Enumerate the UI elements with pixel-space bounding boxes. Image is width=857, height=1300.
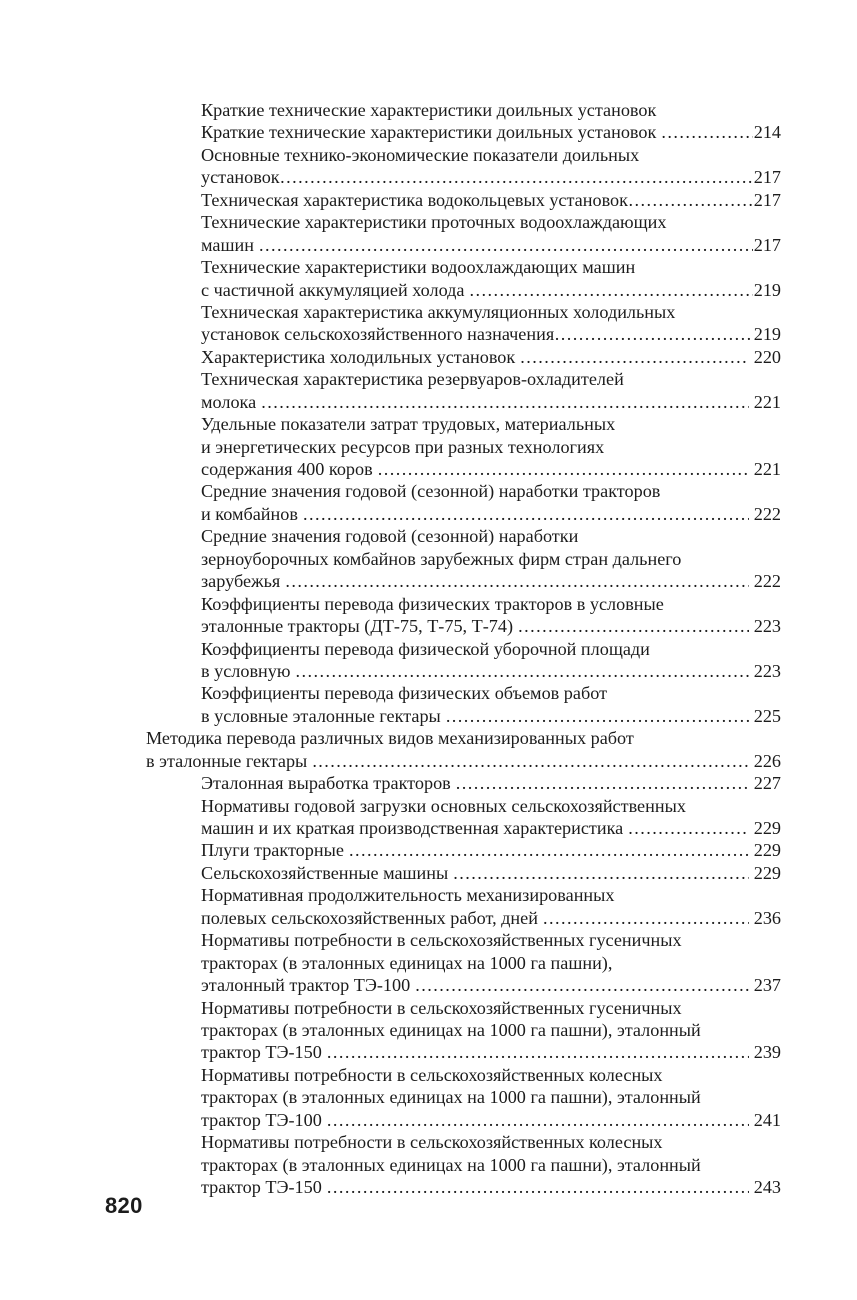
toc-entry-line: Нормативы годовой загрузки основных сельскохозяйственных (201, 795, 686, 816)
toc-entry-line: Нормативы потребности в сельскохозяйственных колесных (201, 1132, 663, 1153)
toc-entry-last-line[interactable] (0, 974, 857, 996)
toc-leader-dots (456, 772, 749, 794)
toc-leader-dots (303, 503, 749, 525)
toc-page-number: 214 (753, 122, 781, 143)
toc-entry-last-line[interactable] (0, 1041, 857, 1063)
toc-leader-dots (470, 279, 754, 301)
toc-leader-dots (628, 189, 753, 211)
toc-page-number: 220 (753, 346, 781, 367)
toc-entry[interactable] (0, 144, 857, 189)
toc-entry-last-line[interactable] (0, 503, 857, 525)
toc-entry-title: трактор ТЭ-150 (201, 1042, 322, 1063)
toc-entry-title: эталонный трактор ТЭ-100 (201, 975, 411, 996)
toc-entry-line: тракторах (в эталонных единицах на 1000 га пашни), эталонный (201, 1154, 701, 1175)
toc-entry-last-line[interactable] (0, 907, 857, 929)
toc-leader-dots (378, 458, 749, 480)
toc-entry-last-line[interactable] (0, 862, 857, 884)
toc-leader-dots (453, 862, 748, 884)
toc-entry[interactable] (0, 929, 857, 996)
toc-leader-dots (312, 750, 748, 772)
toc-entry-last-line[interactable] (0, 1109, 857, 1131)
toc-entry-title: машин и их краткая производственная характеристика (201, 818, 624, 838)
toc-entry-line: Нормативная продолжительность механизированных (201, 885, 615, 906)
toc-entry-last-line[interactable] (0, 391, 857, 413)
toc-entry[interactable] (0, 1064, 857, 1131)
toc-entry[interactable] (0, 593, 857, 638)
toc-leader-dots (296, 660, 749, 682)
toc-entry[interactable] (0, 413, 857, 480)
toc-leader-dots (415, 974, 748, 996)
page-folio-number: 820 (105, 1193, 143, 1218)
toc-leader-dots (327, 1176, 749, 1198)
toc-entry-line: Техническая характеристика аккумуляционных холодильных (201, 301, 676, 322)
toc-entry-line: тракторах (в эталонных единицах на 1000 га пашни), (201, 952, 613, 973)
toc-entry-line: Техническая характеристика резервуаров-охладителей (201, 369, 624, 390)
toc-leader-dots (285, 570, 748, 592)
toc-entry[interactable] (0, 256, 857, 301)
toc-entry-line: Нормативы потребности в сельскохозяйственных колесных (201, 1064, 663, 1085)
toc-entry-line: Краткие технические характеристики доильных установок (201, 100, 657, 120)
toc-leader-dots (327, 1041, 749, 1063)
toc-entry-last-line[interactable] (0, 615, 857, 637)
toc-entry-last-line[interactable] (0, 121, 857, 143)
toc-entry-last-line[interactable] (0, 323, 857, 345)
toc-entry-title: полевых сельскохозяйственных работ, дней (201, 907, 538, 928)
toc-entry[interactable] (0, 772, 857, 794)
toc-entry-title: молока (201, 391, 257, 412)
toc-entry[interactable] (0, 839, 857, 861)
toc-leader-dots (446, 705, 749, 727)
toc-page-number: 219 (753, 279, 781, 300)
toc-entry-line: тракторах (в эталонных единицах на 1000 га пашни), эталонный (201, 1019, 701, 1040)
toc-entry-last-line[interactable] (0, 660, 857, 682)
toc-leader-dots (520, 346, 748, 368)
table-of-contents (0, 99, 857, 1198)
toc-entry[interactable] (0, 997, 857, 1064)
toc-entry[interactable] (0, 301, 857, 346)
toc-entry-title: в условные эталонные гектары (201, 705, 441, 726)
toc-page-number: 222 (753, 503, 781, 524)
toc-entry-last-line[interactable] (0, 189, 857, 211)
toc-entry-title: эталонные тракторы (ДТ-75, Т-75, Т-74) (201, 616, 514, 637)
toc-entry-last-line[interactable] (0, 346, 857, 368)
toc-entry-line: Нормативы потребности в сельскохозяйственных гусеничных (201, 997, 682, 1018)
toc-entry-title: в эталонные гектары (146, 750, 308, 771)
toc-entry[interactable] (0, 211, 857, 256)
toc-entry-title: Сельскохозяйственные машины (201, 862, 449, 883)
toc-entry-title: Краткие технические характеристики доильных установок (201, 122, 657, 143)
toc-entry-line: Средние значения годовой (сезонной) наработки (201, 526, 579, 547)
toc-page-number: 241 (753, 1109, 781, 1130)
toc-entry-line: Методика перевода различных видов механизированных работ (146, 728, 634, 749)
toc-page-number: 219 (753, 324, 781, 345)
toc-entry[interactable] (0, 189, 857, 211)
toc-entry[interactable] (0, 884, 857, 929)
toc-leader-dots (518, 615, 749, 637)
toc-entry-title: Плуги тракторные (201, 840, 344, 861)
toc-leader-dots (349, 839, 749, 861)
toc-entry-title: установок (201, 167, 280, 188)
toc-entry-line: Средние значения годовой (сезонной) наработки тракторов (201, 481, 661, 502)
toc-entry-last-line[interactable] (0, 166, 857, 188)
toc-entry-line: тракторах (в эталонных единицах на 1000 га пашни), эталонный (201, 1087, 701, 1108)
toc-entry[interactable] (0, 638, 857, 683)
toc-entry-last-line[interactable] (0, 705, 857, 727)
toc-page-number: 222 (753, 571, 781, 592)
toc-leader-dots (628, 817, 748, 839)
toc-page-number: 217 (753, 189, 781, 210)
toc-page-number: 217 (753, 167, 781, 188)
toc-entry-last-line[interactable] (0, 458, 857, 480)
toc-page-number: 239 (753, 1042, 781, 1063)
toc-entry[interactable] (0, 480, 857, 525)
toc-leader-dots (661, 121, 753, 143)
toc-entry[interactable] (0, 682, 857, 727)
toc-entry-title: и комбайнов (201, 503, 298, 524)
toc-entry-line: Удельные показатели затрат трудовых, материальных (201, 414, 616, 435)
toc-page-number: 217 (753, 234, 781, 255)
toc-page-number: 237 (753, 975, 781, 996)
toc-entry-title: Характеристика холодильных установок (201, 346, 516, 367)
toc-entry-last-line[interactable] (0, 570, 857, 592)
toc-page-number: 227 (753, 773, 781, 794)
toc-leader-dots (259, 234, 753, 256)
toc-entry-title: машин (201, 234, 254, 255)
toc-leader-dots (555, 323, 754, 345)
toc-entry-line: Технические характеристики водоохлаждающих машин (201, 257, 636, 278)
toc-entry-line: Основные технико-экономические показатели доильных (201, 144, 640, 165)
toc-entry[interactable] (0, 525, 857, 592)
toc-page-number: 243 (753, 1177, 781, 1197)
toc-entry-title: с частичной аккумуляцией холода (201, 279, 465, 300)
toc-page-number: 221 (753, 459, 781, 479)
toc-entry-line: зерноуборочных комбайнов зарубежных фирм стран дальнего (201, 548, 682, 569)
toc-entry-last-line[interactable] (0, 839, 857, 861)
toc-entry[interactable] (0, 368, 857, 413)
toc-entry[interactable] (0, 795, 857, 840)
toc-entry-line: Нормативы потребности в сельскохозяйственных гусеничных (201, 930, 682, 951)
toc-entry-line: Технические характеристики проточных водоохлаждающих (201, 212, 667, 233)
toc-entry-title: установок сельскохозяйственного назначения (201, 324, 555, 345)
toc-leader-dots (261, 391, 748, 413)
toc-entry-title: трактор ТЭ-100 (201, 1109, 322, 1130)
toc-entry-line: Коэффициенты перевода физических тракторов в условные (201, 593, 664, 614)
toc-entry-title: Эталонная выработка тракторов (201, 773, 451, 794)
toc-entry-title: в условную (201, 660, 291, 681)
toc-entry-title: содержания 400 коров (201, 459, 373, 479)
toc-page-number: 226 (753, 750, 781, 771)
toc-entry[interactable] (0, 1131, 857, 1198)
toc-entry-last-line[interactable] (0, 234, 857, 256)
toc-entry[interactable] (0, 99, 857, 144)
toc-entry[interactable] (0, 346, 857, 368)
toc-page-number: 229 (753, 840, 781, 861)
toc-page-number: 223 (753, 616, 781, 637)
toc-entry-last-line[interactable] (0, 817, 857, 839)
toc-entry-last-line[interactable] (0, 772, 857, 794)
toc-entry[interactable] (0, 862, 857, 884)
toc-entry-last-line[interactable] (0, 279, 857, 301)
toc-entry-last-line[interactable] (0, 750, 857, 772)
toc-leader-dots (543, 907, 749, 929)
toc-page-number: 221 (753, 391, 781, 412)
toc-page-number: 229 (753, 862, 781, 883)
toc-entry-line: Коэффициенты перевода физической уборочной площади (201, 638, 650, 659)
toc-entry-title: Техническая характеристика водокольцевых установок (201, 189, 628, 210)
toc-page-number: 236 (753, 907, 781, 928)
toc-entry[interactable] (0, 727, 857, 772)
toc-entry-title: трактор ТЭ-150 (201, 1177, 322, 1197)
toc-entry-line: и энергетических ресурсов при разных технологиях (201, 436, 605, 457)
toc-entry-line: Коэффициенты перевода физических объемов работ (201, 683, 608, 704)
toc-page-number: 225 (753, 705, 781, 726)
toc-page-number: 229 (753, 818, 781, 838)
toc-entry-title: зарубежья (201, 571, 281, 592)
toc-leader-dots (327, 1109, 749, 1131)
toc-page-number: 223 (753, 660, 781, 681)
toc-leader-dots (280, 166, 753, 188)
